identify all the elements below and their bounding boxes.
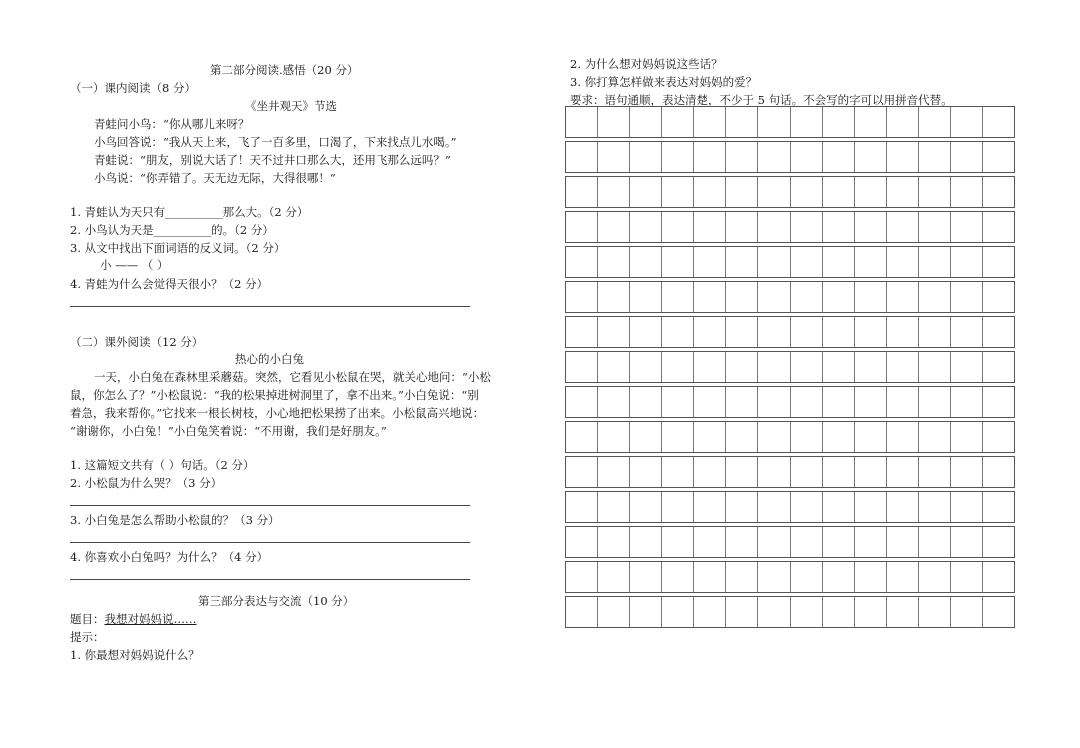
grid-cell[interactable]	[757, 597, 789, 627]
grid-cell[interactable]	[566, 527, 597, 557]
grid-cell[interactable]	[597, 317, 629, 347]
grid-cell[interactable]	[597, 562, 629, 592]
grid-cell[interactable]	[757, 562, 789, 592]
grid-cell[interactable]	[629, 107, 661, 137]
grid-row	[565, 386, 1015, 418]
grid-cell[interactable]	[950, 527, 982, 557]
grid-cell[interactable]	[854, 177, 886, 207]
grid-cell[interactable]	[950, 352, 982, 382]
grid-cell[interactable]	[854, 597, 886, 627]
grid-cell[interactable]	[661, 317, 693, 347]
grid-cell[interactable]	[661, 597, 693, 627]
grid-cell[interactable]	[725, 352, 757, 382]
grid-cell[interactable]	[854, 562, 886, 592]
grid-cell[interactable]	[566, 562, 597, 592]
grid-row	[565, 316, 1015, 348]
grid-cell[interactable]	[566, 422, 597, 452]
grid-cell[interactable]	[982, 562, 1014, 592]
grid-cell[interactable]	[790, 352, 822, 382]
grid-cell[interactable]	[822, 352, 854, 382]
grid-cell[interactable]	[661, 562, 693, 592]
topic-row	[70, 611, 197, 627]
grid-cell[interactable]	[725, 282, 757, 312]
grid-row	[565, 246, 1015, 278]
grid-cell[interactable]	[725, 142, 757, 172]
requirement: 要求：语句通顺，表达清楚，不少于 5 句话。不会写的字可以用拼音代替。	[570, 93, 953, 107]
passage2-line: 着急，我来帮你。”它找来一根长树枝，小心地把松果捞了出来。小松鼠高兴地说：	[70, 406, 485, 420]
passage1-line: 青蛙问小鸟：“你从哪儿来呀？	[94, 117, 250, 131]
grid-cell[interactable]	[693, 422, 725, 452]
section1-heading: （一）课内阅读（8 分）	[70, 81, 196, 95]
grid-cell[interactable]	[661, 282, 693, 312]
grid-cell[interactable]	[886, 387, 918, 417]
grid-cell[interactable]	[790, 177, 822, 207]
grid-cell[interactable]	[918, 282, 950, 312]
grid-cell[interactable]	[693, 107, 725, 137]
grid-cell[interactable]	[725, 492, 757, 522]
grid-cell[interactable]	[854, 247, 886, 277]
grid-cell[interactable]	[918, 562, 950, 592]
grid-cell[interactable]	[661, 142, 693, 172]
grid-cell[interactable]	[918, 422, 950, 452]
grid-cell[interactable]	[790, 597, 822, 627]
passage1-title: 《坐井观天》节选	[245, 99, 337, 113]
grid-cell[interactable]	[950, 387, 982, 417]
grid-cell[interactable]	[757, 317, 789, 347]
grid-cell[interactable]	[982, 352, 1014, 382]
grid-cell[interactable]	[661, 527, 693, 557]
grid-cell[interactable]	[982, 387, 1014, 417]
grid-cell[interactable]	[886, 142, 918, 172]
grid-cell[interactable]	[886, 107, 918, 137]
grid-cell[interactable]	[725, 457, 757, 487]
grid-cell[interactable]	[597, 177, 629, 207]
grid-cell[interactable]	[918, 527, 950, 557]
grid-cell[interactable]	[982, 492, 1014, 522]
grid-cell[interactable]	[597, 422, 629, 452]
topic-text: 我想对妈妈说……	[104, 612, 197, 626]
answer-line[interactable]	[70, 505, 470, 506]
grid-cell[interactable]	[822, 387, 854, 417]
grid-cell[interactable]	[854, 492, 886, 522]
passage2-line: 一天，小白兔在森林里采蘑菇。突然，它看见小松鼠在哭，就关心地问：“小松	[94, 370, 491, 384]
grid-cell[interactable]	[822, 247, 854, 277]
grid-cell[interactable]	[757, 177, 789, 207]
grid-cell[interactable]	[790, 212, 822, 242]
part2-title: 第二部分阅读.感悟（20 分）	[210, 63, 359, 77]
grid-cell[interactable]	[566, 142, 597, 172]
grid-cell[interactable]	[886, 352, 918, 382]
grid-cell[interactable]	[918, 492, 950, 522]
grid-cell[interactable]	[566, 352, 597, 382]
grid-cell[interactable]	[950, 422, 982, 452]
grid-cell[interactable]	[757, 492, 789, 522]
grid-cell[interactable]	[725, 247, 757, 277]
grid-cell[interactable]	[597, 597, 629, 627]
grid-cell[interactable]	[918, 247, 950, 277]
passage1-line: 小鸟回答说：“我从天上来，飞了一百多里，口渴了，下来找点儿水喝。”	[94, 135, 457, 149]
grid-cell[interactable]	[629, 317, 661, 347]
grid-cell[interactable]	[693, 317, 725, 347]
grid-row	[565, 281, 1015, 313]
part3-title: 第三部分表达与交流（10 分）	[198, 594, 355, 608]
grid-row	[565, 211, 1015, 243]
grid-cell[interactable]	[950, 247, 982, 277]
grid-cell[interactable]	[918, 352, 950, 382]
grid-cell[interactable]	[629, 562, 661, 592]
grid-cell[interactable]	[918, 457, 950, 487]
grid-cell[interactable]	[822, 107, 854, 137]
grid-cell[interactable]	[693, 212, 725, 242]
hint-2: 2. 为什么想对妈妈说这些话？	[570, 57, 723, 71]
grid-cell[interactable]	[790, 527, 822, 557]
grid-cell[interactable]	[886, 597, 918, 627]
grid-cell[interactable]	[597, 142, 629, 172]
grid-cell[interactable]	[854, 212, 886, 242]
grid-row	[565, 421, 1015, 453]
grid-cell[interactable]	[757, 282, 789, 312]
grid-cell[interactable]	[822, 142, 854, 172]
q2-2: 2. 小松鼠为什么哭？（3 分）	[70, 476, 223, 490]
grid-cell[interactable]	[725, 422, 757, 452]
grid-cell[interactable]	[693, 387, 725, 417]
q2-3: 3. 小白兔是怎么帮助小松鼠的？（3 分）	[70, 513, 280, 527]
grid-cell[interactable]	[854, 457, 886, 487]
grid-cell[interactable]	[693, 282, 725, 312]
grid-cell[interactable]	[597, 107, 629, 137]
grid-cell[interactable]	[597, 457, 629, 487]
q2-1: 1. 这篇短文共有（ ）句话。（2 分）	[70, 458, 255, 472]
grid-cell[interactable]	[982, 107, 1014, 137]
q1-4: 4. 青蛙为什么会觉得天很小？（2 分）	[70, 277, 269, 291]
grid-cell[interactable]	[566, 317, 597, 347]
grid-cell[interactable]	[982, 247, 1014, 277]
grid-cell[interactable]	[757, 457, 789, 487]
grid-row	[565, 456, 1015, 488]
grid-cell[interactable]	[886, 562, 918, 592]
grid-cell[interactable]	[757, 352, 789, 382]
grid-cell[interactable]	[790, 247, 822, 277]
grid-cell[interactable]	[918, 597, 950, 627]
grid-cell[interactable]	[693, 247, 725, 277]
grid-cell[interactable]	[854, 527, 886, 557]
grid-cell[interactable]	[950, 107, 982, 137]
grid-cell[interactable]	[982, 212, 1014, 242]
grid-cell[interactable]	[982, 142, 1014, 172]
grid-cell[interactable]	[629, 212, 661, 242]
passage2-title: 热心的小白兔	[235, 352, 304, 366]
q1-2: 2. 小鸟认为天是__________的。（2 分）	[70, 223, 274, 237]
grid-cell[interactable]	[629, 177, 661, 207]
grid-cell[interactable]	[822, 527, 854, 557]
q1-3-antonym: 小 —— （ ）	[100, 258, 169, 272]
grid-cell[interactable]	[982, 597, 1014, 627]
grid-cell[interactable]	[822, 422, 854, 452]
grid-cell[interactable]	[629, 247, 661, 277]
grid-cell[interactable]	[822, 177, 854, 207]
grid-cell[interactable]	[693, 457, 725, 487]
grid-cell[interactable]	[629, 422, 661, 452]
grid-cell[interactable]	[790, 317, 822, 347]
grid-cell[interactable]	[566, 457, 597, 487]
grid-cell[interactable]	[661, 212, 693, 242]
grid-cell[interactable]	[693, 177, 725, 207]
grid-row	[565, 526, 1015, 558]
grid-cell[interactable]	[950, 177, 982, 207]
grid-cell[interactable]	[822, 597, 854, 627]
grid-cell[interactable]	[918, 177, 950, 207]
grid-cell[interactable]	[918, 212, 950, 242]
grid-cell[interactable]	[886, 282, 918, 312]
grid-cell[interactable]	[597, 527, 629, 557]
grid-cell[interactable]	[790, 492, 822, 522]
grid-cell[interactable]	[661, 177, 693, 207]
grid-row	[565, 141, 1015, 173]
grid-cell[interactable]	[790, 457, 822, 487]
grid-cell[interactable]	[661, 352, 693, 382]
grid-row	[565, 561, 1015, 593]
grid-cell[interactable]	[629, 492, 661, 522]
hint-3: 3. 你打算怎样做来表达对妈妈的爱？	[570, 75, 758, 89]
grid-cell[interactable]	[629, 597, 661, 627]
grid-cell[interactable]	[757, 247, 789, 277]
grid-cell[interactable]	[725, 212, 757, 242]
grid-cell[interactable]	[950, 212, 982, 242]
grid-cell[interactable]	[693, 562, 725, 592]
grid-cell[interactable]	[918, 387, 950, 417]
grid-cell[interactable]	[661, 422, 693, 452]
grid-row	[565, 176, 1015, 208]
grid-cell[interactable]	[790, 562, 822, 592]
grid-cell[interactable]	[950, 317, 982, 347]
grid-cell[interactable]	[854, 387, 886, 417]
grid-cell[interactable]	[886, 492, 918, 522]
grid-cell[interactable]	[725, 527, 757, 557]
grid-cell[interactable]	[918, 142, 950, 172]
grid-cell[interactable]	[918, 317, 950, 347]
grid-cell[interactable]	[629, 352, 661, 382]
grid-cell[interactable]	[822, 212, 854, 242]
grid-cell[interactable]	[982, 457, 1014, 487]
hint-1: 1. 你最想对妈妈说什么？	[70, 648, 200, 662]
grid-cell[interactable]	[854, 422, 886, 452]
grid-cell[interactable]	[790, 142, 822, 172]
grid-cell[interactable]	[693, 527, 725, 557]
grid-cell[interactable]	[982, 527, 1014, 557]
grid-cell[interactable]	[822, 492, 854, 522]
hint-label: 提示：	[70, 630, 105, 644]
grid-cell[interactable]	[854, 107, 886, 137]
grid-cell[interactable]	[950, 492, 982, 522]
grid-row	[565, 491, 1015, 523]
grid-cell[interactable]	[661, 247, 693, 277]
grid-cell[interactable]	[725, 107, 757, 137]
q2-4: 4. 你喜欢小白兔吗？为什么？（4 分）	[70, 550, 269, 564]
grid-cell[interactable]	[886, 317, 918, 347]
grid-cell[interactable]	[950, 282, 982, 312]
grid-cell[interactable]	[886, 177, 918, 207]
grid-cell[interactable]	[566, 177, 597, 207]
grid-cell[interactable]	[757, 527, 789, 557]
answer-line[interactable]	[70, 542, 470, 543]
grid-cell[interactable]	[725, 562, 757, 592]
grid-cell[interactable]	[982, 177, 1014, 207]
grid-cell[interactable]	[950, 562, 982, 592]
grid-cell[interactable]	[725, 177, 757, 207]
grid-cell[interactable]	[790, 107, 822, 137]
grid-cell[interactable]	[886, 527, 918, 557]
grid-cell[interactable]	[597, 282, 629, 312]
grid-cell[interactable]	[566, 387, 597, 417]
grid-cell[interactable]	[566, 597, 597, 627]
grid-row	[565, 351, 1015, 383]
grid-cell[interactable]	[693, 597, 725, 627]
grid-cell[interactable]	[950, 457, 982, 487]
passage2-line: “谢谢你，小白兔！”小白兔笑着说：“不用谢，我们是好朋友。”	[70, 424, 387, 438]
grid-cell[interactable]	[854, 282, 886, 312]
grid-cell[interactable]	[629, 527, 661, 557]
grid-cell[interactable]	[918, 107, 950, 137]
grid-cell[interactable]	[757, 422, 789, 452]
grid-cell[interactable]	[854, 142, 886, 172]
grid-cell[interactable]	[661, 387, 693, 417]
grid-cell[interactable]	[661, 107, 693, 137]
passage1-line: 小鸟说：“你弄错了。天无边无际，大得很哪！”	[94, 171, 336, 185]
grid-cell[interactable]	[597, 387, 629, 417]
grid-cell[interactable]	[790, 422, 822, 452]
grid-cell[interactable]	[950, 597, 982, 627]
answer-line[interactable]	[70, 579, 470, 580]
grid-cell[interactable]	[566, 492, 597, 522]
grid-cell[interactable]	[629, 142, 661, 172]
grid-cell[interactable]	[597, 492, 629, 522]
grid-cell[interactable]	[757, 142, 789, 172]
grid-cell[interactable]	[597, 352, 629, 382]
grid-cell[interactable]	[757, 107, 789, 137]
grid-cell[interactable]	[661, 457, 693, 487]
grid-cell[interactable]	[982, 282, 1014, 312]
grid-row	[565, 106, 1015, 138]
grid-cell[interactable]	[854, 317, 886, 347]
grid-cell[interactable]	[566, 212, 597, 242]
grid-cell[interactable]	[629, 282, 661, 312]
grid-cell[interactable]	[950, 142, 982, 172]
q1-1: 1. 青蛙认为天只有__________那么大。（2 分）	[70, 205, 309, 219]
grid-cell[interactable]	[597, 212, 629, 242]
grid-cell[interactable]	[886, 212, 918, 242]
grid-cell[interactable]	[790, 387, 822, 417]
grid-cell[interactable]	[886, 457, 918, 487]
grid-cell[interactable]	[886, 422, 918, 452]
grid-cell[interactable]	[661, 492, 693, 522]
passage2-line: 鼠，你怎么了？”小松鼠说：“我的松果掉进树洞里了，拿不出来。”小白兔说：“别	[70, 388, 479, 402]
section2-heading: （二）课外阅读（12 分）	[70, 335, 204, 349]
writing-grid[interactable]	[565, 106, 1015, 662]
grid-cell[interactable]	[629, 457, 661, 487]
grid-cell[interactable]	[566, 282, 597, 312]
grid-cell[interactable]	[597, 247, 629, 277]
grid-cell[interactable]	[886, 247, 918, 277]
grid-cell[interactable]	[790, 282, 822, 312]
grid-cell[interactable]	[693, 142, 725, 172]
grid-row	[565, 596, 1015, 628]
grid-cell[interactable]	[982, 422, 1014, 452]
grid-cell[interactable]	[725, 317, 757, 347]
grid-cell[interactable]	[693, 492, 725, 522]
grid-cell[interactable]	[725, 387, 757, 417]
grid-cell[interactable]	[566, 107, 597, 137]
grid-cell[interactable]	[822, 457, 854, 487]
grid-cell[interactable]	[822, 317, 854, 347]
grid-cell[interactable]	[725, 597, 757, 627]
grid-cell[interactable]	[566, 247, 597, 277]
topic-label: 题目：	[70, 612, 105, 626]
grid-cell[interactable]	[693, 352, 725, 382]
grid-cell[interactable]	[822, 562, 854, 592]
grid-cell[interactable]	[757, 212, 789, 242]
answer-line[interactable]	[70, 306, 470, 307]
grid-cell[interactable]	[822, 282, 854, 312]
passage1-line: 青蛙说：“朋友，别说大话了！天不过井口那么大，还用飞那么远吗？”	[94, 153, 451, 167]
q1-3: 3. 从文中找出下面词语的反义词。（2 分）	[70, 241, 286, 255]
grid-cell[interactable]	[757, 387, 789, 417]
grid-cell[interactable]	[629, 387, 661, 417]
grid-cell[interactable]	[854, 352, 886, 382]
grid-cell[interactable]	[982, 317, 1014, 347]
